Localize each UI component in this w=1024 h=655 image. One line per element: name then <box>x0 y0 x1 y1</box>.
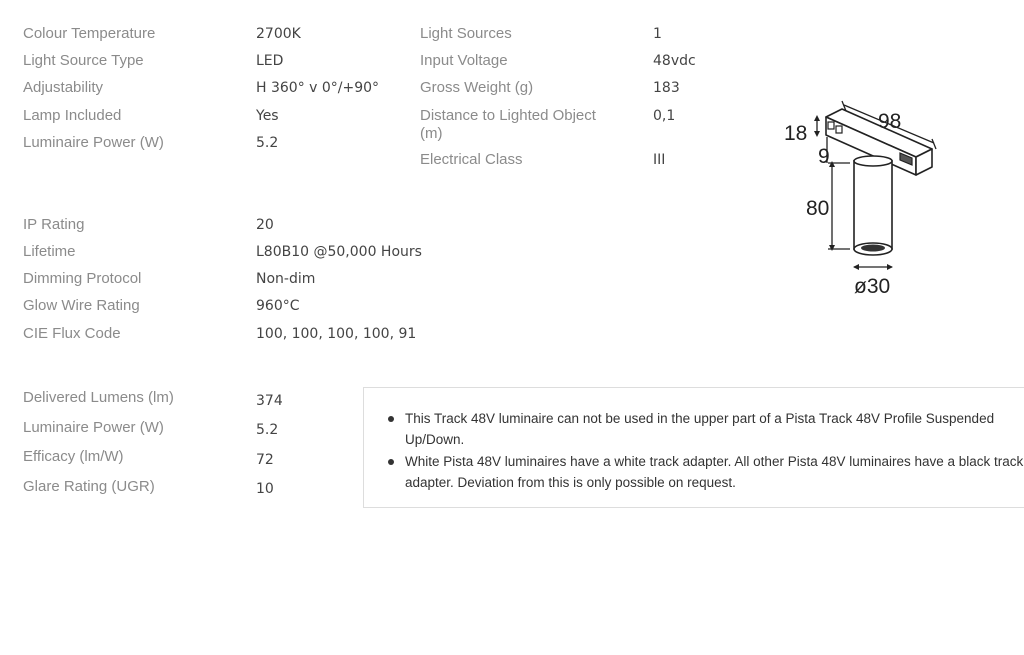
dim-body-height-label: 80 <box>806 197 830 220</box>
spec-value-light-source-type: LED <box>256 53 284 69</box>
spec-value-glow-wire-rating: 960°C <box>256 298 300 314</box>
luminaire-dimension-diagram <box>770 95 950 305</box>
bullet-icon <box>388 459 394 465</box>
spec-value-gross-weight: 183 <box>653 80 680 96</box>
dim-diameter-label: ø30 <box>854 275 891 298</box>
spec-value-adjustability: H 360° v 0°/+90° <box>256 80 380 96</box>
note-item <box>386 408 1024 450</box>
spec-label-lifetime: Lifetime <box>23 243 76 260</box>
dim-length-label: 98 <box>878 110 902 133</box>
spec-value-input-voltage: 48vdc <box>653 53 696 69</box>
spec-label-glow-wire-rating: Glow Wire Rating <box>23 297 140 314</box>
spec-value-lifetime: L80B10 @50,000 Hours <box>256 244 422 260</box>
spec-value-efficacy: 72 <box>256 452 274 468</box>
spec-label-distance-to-lighted-object: Distance to Lighted Object (m) <box>420 107 596 142</box>
spec-value-distance-to-lighted-object: 0,1 <box>653 108 676 124</box>
spec-label-cie-flux-code: CIE Flux Code <box>23 325 121 342</box>
spec-value-luminaire-power-2: 5.2 <box>256 422 279 438</box>
spec-label-dimming-protocol: Dimming Protocol <box>23 270 142 287</box>
spec-value-glare-rating: 10 <box>256 481 274 497</box>
spec-label-gross-weight: Gross Weight (g) <box>420 79 534 96</box>
note-item <box>386 451 1024 493</box>
spec-label-luminaire-power: Luminaire Power (W) <box>23 134 164 151</box>
spec-value-colour-temperature: 2700K <box>256 26 301 42</box>
spec-label-lamp-included: Lamp Included <box>23 107 122 124</box>
spec-value-ip-rating: 20 <box>256 217 274 233</box>
spec-value-dimming-protocol: Non-dim <box>256 271 316 287</box>
spec-value-light-sources: 1 <box>653 26 662 42</box>
spec-label-efficacy: Efficacy (lm/W) <box>23 448 124 465</box>
spec-label-input-voltage: Input Voltage <box>420 52 508 69</box>
luminaire-body-icon <box>854 156 892 255</box>
dim-gap-label: 9 <box>818 145 830 168</box>
dim-track-height-label: 18 <box>784 122 808 145</box>
spec-label-adjustability: Adjustability <box>23 79 104 96</box>
spec-label-glare-rating: Glare Rating (UGR) <box>23 478 155 495</box>
spec-label-light-source-type: Light Source Type <box>23 52 144 69</box>
spec-value-luminaire-power: 5.2 <box>256 135 279 151</box>
spec-label-luminaire-power-2: Luminaire Power (W) <box>23 419 164 436</box>
spec-label-ip-rating: IP Rating <box>23 216 85 233</box>
bullet-icon <box>388 416 394 422</box>
spec-label-electrical-class: Electrical Class <box>420 151 523 168</box>
note-text: This Track 48V luminaire can not be used in the upper part of a Pista Track 48V Profile Suspended Up/Down. <box>405 411 995 447</box>
spec-value-lamp-included: Yes <box>256 108 279 124</box>
spec-value-electrical-class: III <box>653 152 666 168</box>
note-text: White Pista 48V luminaires have a white track adapter. All other Pista 48V luminaires have a black track adapter. Deviation from this is only possible on request. <box>405 454 1024 490</box>
notes-list <box>386 408 1024 494</box>
spec-value-delivered-lumens: 374 <box>256 393 283 409</box>
notes-box <box>363 387 1024 508</box>
spec-value-cie-flux-code: 100, 100, 100, 100, 91 <box>256 326 417 342</box>
spec-label-light-sources: Light Sources <box>420 25 512 42</box>
spec-label-colour-temperature: Colour Temperature <box>23 25 156 42</box>
spec-label-delivered-lumens: Delivered Lumens (lm) <box>23 389 174 406</box>
